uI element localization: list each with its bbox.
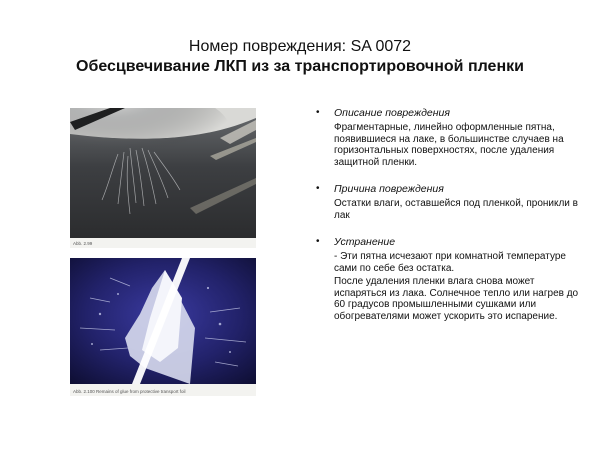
photo-glue-image (70, 258, 256, 396)
damage-number-title: Номер повреждения: SA 0072 (188, 38, 412, 55)
photo-streaks-image (70, 108, 256, 248)
damage-details (316, 106, 586, 336)
bullet: • (316, 236, 320, 247)
section-remedy (316, 235, 586, 322)
section-text: Фрагментарные, линейно оформленные пятна, появившиеся на лаке, в большинстве случаев на горизонтальных поверхностях, после удаления защитной пленки. (334, 122, 564, 168)
bullet: • (316, 107, 320, 118)
section-text: - Эти пятна исчезают при комнатной температуре сами по себе без остатка. (334, 251, 566, 274)
section-cause (316, 182, 586, 221)
section-description (316, 106, 586, 168)
bullet: • (316, 183, 320, 194)
section-text: После удаления пленки влага снова может испаряться из лака. Солнечное тепло или нагрев до 60 градусов промышленными сушками или обогревателями может ускорить это испарение. (334, 276, 579, 322)
section-title: Устранение (334, 236, 396, 248)
damage-photo-glue (70, 258, 256, 396)
section-title: Причина повреждения (334, 183, 444, 195)
photo-caption: Abb. 2.99 (73, 241, 93, 246)
damage-heading: Обесцвечивание ЛКП из за транспортировочной пленки (76, 58, 524, 75)
section-text: Остатки влаги, оставшейся под пленкой, проникли в лак (334, 198, 578, 221)
section-title: Описание повреждения (334, 107, 451, 119)
photo-caption: Abb. 2.100 Remains of glue from protective transport foil (73, 389, 186, 394)
damage-photo-streaks (70, 108, 256, 248)
